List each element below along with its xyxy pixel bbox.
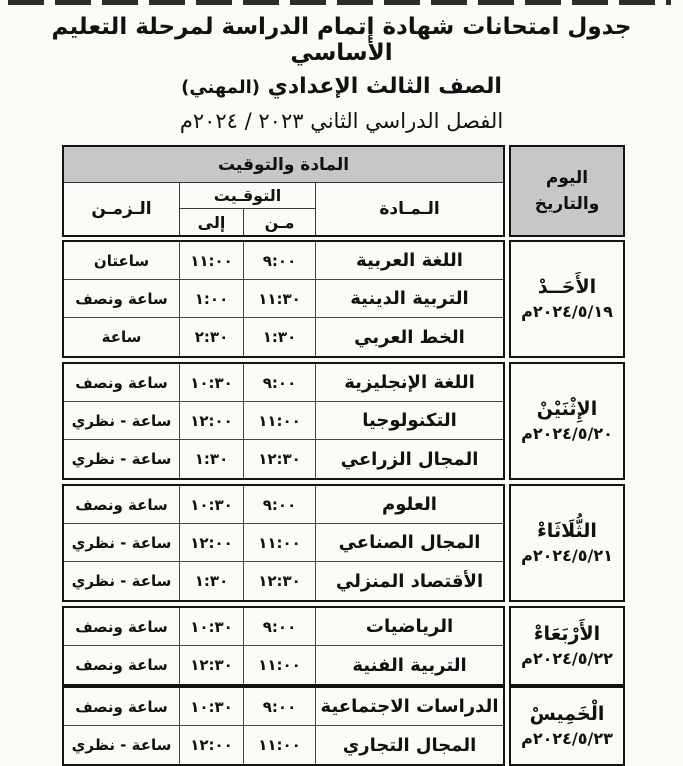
to-time-cell: ١:٠٠ xyxy=(179,280,243,317)
exam-row xyxy=(64,318,503,356)
day-name: الأَحَــدْ xyxy=(537,276,597,298)
exam-row xyxy=(64,646,503,684)
from-time-cell: ٩:٠٠ xyxy=(243,688,315,725)
day-date-cell xyxy=(509,686,625,766)
duration-cell: ساعة ونصف xyxy=(75,289,168,308)
subject-cell: المجال الزراعي xyxy=(315,440,503,478)
term-line: الفصل الدراسي الثاني ٢٠٢٣ / ٢٠٢٤م xyxy=(179,109,504,133)
to-time-cell: ١٢:٠٠ xyxy=(179,726,243,764)
to-column-header: إلى xyxy=(197,212,226,232)
from-time-cell: ١١:٣٠ xyxy=(243,280,315,317)
duration-cell: ساعة - نظري xyxy=(71,572,172,590)
exam-row xyxy=(64,726,503,764)
column-headers-row xyxy=(64,183,503,235)
day-date-cell xyxy=(509,240,625,358)
timing-header-label: التوقـيت xyxy=(180,183,315,209)
day-date: ٢٠٢٤/٥/٢٠م xyxy=(521,424,613,443)
duration-cell: ساعة ونصف xyxy=(75,697,168,716)
day-name: الثُّلَاثَاءْ xyxy=(537,520,597,542)
document-header xyxy=(0,0,683,133)
from-time-cell: ١٢:٣٠ xyxy=(243,440,315,478)
exam-row xyxy=(64,242,503,280)
from-time-cell: ١١:٠٠ xyxy=(243,646,315,684)
to-time-cell: ١٢:٣٠ xyxy=(179,646,243,684)
groups-container xyxy=(62,240,505,766)
day-group-rows xyxy=(62,240,505,358)
exam-row xyxy=(64,524,503,562)
timing-column-header xyxy=(179,183,315,235)
day-date: ٢٠٢٤/٥/١٩م xyxy=(521,302,613,321)
exam-row xyxy=(64,688,503,726)
to-time-cell: ١:٣٠ xyxy=(179,440,243,478)
duration-cell: ساعة ونصف xyxy=(75,656,168,674)
subject-cell: المجال الصناعي xyxy=(315,524,503,561)
exam-row xyxy=(64,608,503,646)
from-time-cell: ١١:٠٠ xyxy=(243,402,315,439)
scan-edge-artifact xyxy=(8,0,671,5)
subject-cell: اللغة الإنجليزية xyxy=(315,364,503,401)
duration-cell: ساعة - نظري xyxy=(71,411,172,430)
to-time-cell: ١٠:٣٠ xyxy=(179,486,243,523)
to-time-cell: ١٢:٠٠ xyxy=(179,524,243,561)
from-time-cell: ٩:٠٠ xyxy=(243,364,315,401)
grade-name: الصف الثالث الإعدادي xyxy=(267,74,502,99)
day-date-column-body xyxy=(509,240,625,766)
page-title: جدول امتحانات شهادة إتمام الدراسة لمرحلة التعليم الأساسي xyxy=(51,14,632,66)
day-date-column-header: اليوم والتاريخ xyxy=(509,145,625,237)
exam-row xyxy=(64,440,503,478)
subject-timing-table xyxy=(62,145,505,766)
duration-cell: ساعة ونصف xyxy=(75,495,168,514)
duration-cell: ساعة ونصف xyxy=(75,373,168,392)
day-date-cell xyxy=(509,606,625,686)
from-time-cell: ٩:٠٠ xyxy=(243,608,315,645)
day-group-rows xyxy=(62,362,505,480)
subject-cell: العلوم xyxy=(315,486,503,523)
grade-subtitle xyxy=(0,74,683,99)
from-time-cell: ١١:٠٠ xyxy=(243,726,315,764)
duration-column-header: الـزمـن xyxy=(91,199,152,219)
subject-timing-header-strip: المادة والتوقيت xyxy=(64,147,503,183)
day-date: ٢٠٢٤/٥/٢١م xyxy=(521,546,613,565)
day-name: الأَرْبَعَاءْ xyxy=(533,623,601,645)
day-group-rows xyxy=(62,484,505,602)
duration-cell: ساعة - نظري xyxy=(71,736,172,754)
exam-row xyxy=(64,402,503,440)
day-date-column xyxy=(509,145,625,766)
subject-cell: اللغة العربية xyxy=(315,242,503,279)
from-to-header-row xyxy=(180,209,315,235)
day-group-rows xyxy=(62,686,505,766)
to-time-cell: ١٠:٣٠ xyxy=(179,608,243,645)
from-time-cell: ٩:٠٠ xyxy=(243,486,315,523)
exam-row xyxy=(64,280,503,318)
from-column-header: مـن xyxy=(243,209,315,235)
duration-cell: ساعة - نظري xyxy=(71,450,172,468)
subject-cell: الأقتصاد المنزلي xyxy=(315,562,503,600)
from-time-cell: ١٢:٣٠ xyxy=(243,562,315,600)
from-time-cell: ١١:٠٠ xyxy=(243,524,315,561)
subject-timing-table-header xyxy=(62,145,505,237)
to-time-cell: ١١:٠٠ xyxy=(179,242,243,279)
subject-cell: التربية الفنية xyxy=(315,646,503,684)
to-time-cell: ٢:٣٠ xyxy=(179,318,243,356)
subject-column-header: الـمـادة xyxy=(315,183,503,235)
to-time-cell: ١٠:٣٠ xyxy=(179,688,243,725)
to-time-cell: ١:٣٠ xyxy=(179,562,243,600)
duration-cell: ساعة ونصف xyxy=(75,617,168,636)
exam-row xyxy=(64,562,503,600)
subject-cell: الدراسات الاجتماعية xyxy=(315,688,503,725)
grade-track-note: (المهني) xyxy=(181,77,260,98)
subject-cell: المجال التجاري xyxy=(315,726,503,764)
subject-cell: التربية الدينية xyxy=(315,280,503,317)
day-name: الإِثْنَيْنْ xyxy=(536,398,598,420)
from-time-cell: ١:٣٠ xyxy=(243,318,315,356)
day-date-cell xyxy=(509,362,625,480)
subject-cell: التكنولوجيا xyxy=(315,402,503,439)
day-date: ٢٠٢٤/٥/٢٢م xyxy=(521,649,613,668)
day-name: الْخَمِيسْ xyxy=(529,703,605,725)
to-time-cell: ١٠:٣٠ xyxy=(179,364,243,401)
day-date: ٢٠٢٤/٥/٢٣م xyxy=(521,729,613,748)
day-date-cell xyxy=(509,484,625,602)
exam-row xyxy=(64,486,503,524)
subject-cell: الرياضيات xyxy=(315,608,503,645)
from-time-cell: ٩:٠٠ xyxy=(243,242,315,279)
exam-row xyxy=(64,364,503,402)
to-time-cell: ١٢:٠٠ xyxy=(179,402,243,439)
duration-cell: ساعة - نظري xyxy=(71,533,172,552)
schedule-layout xyxy=(62,145,625,766)
subject-cell: الخط العربي xyxy=(315,318,503,356)
duration-cell: ساعة xyxy=(101,328,142,346)
day-group-rows xyxy=(62,606,505,686)
duration-cell: ساعتان xyxy=(93,251,150,270)
